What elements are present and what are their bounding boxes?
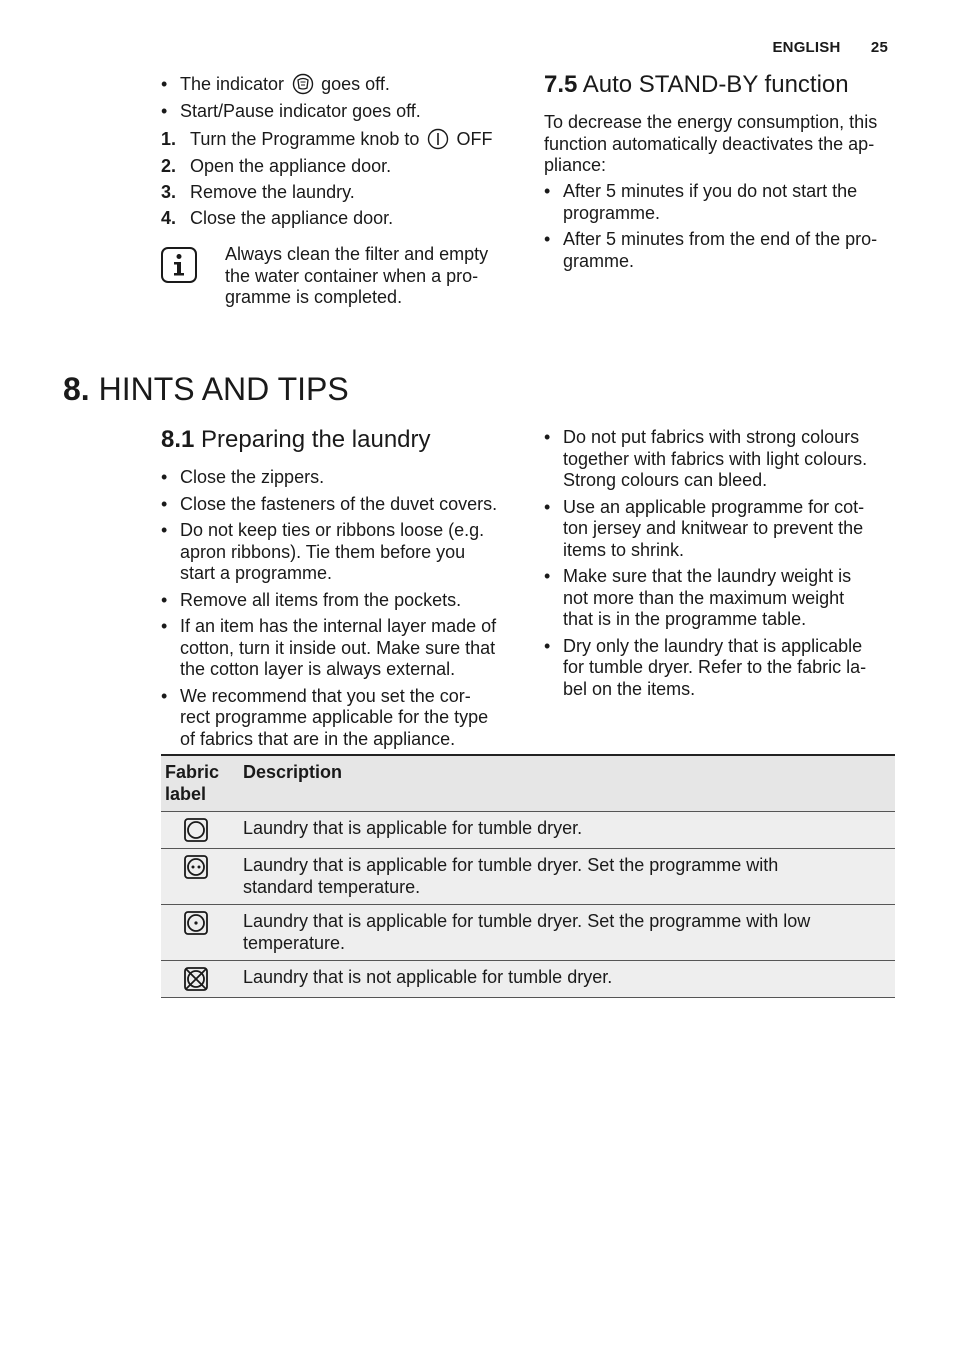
tumble-dry-low-heat-icon [184,911,208,935]
bullet: • [161,74,168,94]
bullet: • [161,100,168,121]
list-item: • After 5 minutes from the end of the pro- gramme. [544,229,878,271]
list-item: • Remove all items from the pockets. [161,589,462,610]
list-item: • The indicator goes off. [161,74,390,94]
section-7-5-bullets [544,181,904,272]
list-item: • Make sure that the laundry weight is not more than the maximum weight that is in the programme table. [544,566,852,629]
header-language: ENGLISH [772,39,841,56]
step-item: 3. Remove the laundry. [161,181,355,202]
preparing-left-list [161,467,526,750]
section-8-1-heading: 8.1 Preparing the laundry [161,426,431,453]
step-item: 4. Close the appliance door. [161,207,394,228]
list-item: • We recommend that you set the cor- rect programme applicable for the type of fabrics that are in the appliance. [161,685,489,749]
list-item: • If an item has the internal layer made of cotton, turn it inside out. Make sure that the cotton layer is always external. [161,616,497,679]
list-item: • Use an applicable programme for cot- ton jersey and knitwear to prevent the items to shrink. [544,496,865,560]
list-item: • Close the zippers. [161,467,325,487]
bullet: • [544,229,551,249]
list-item: • After 5 minutes if you do not start the programme. [544,181,858,223]
list-item: • Do not put fabrics with strong colours together with fabrics with light colours. Strong colours can bleed. [544,427,868,490]
table-row: Laundry that is applicable for tumble dryer. [161,812,895,849]
page-header [772,39,888,56]
list-item: • Dry only the laundry that is applicable for tumble dryer. Refer to the fabric la- bel on the items. [544,635,867,699]
list-item: • Close the fasteners of the duvet covers. [161,493,498,514]
tumble-dry-normal-heat-icon [184,855,208,879]
table-row: Laundry that is applicable for tumble dryer. Set the programme with standard temperature. [161,849,895,905]
tumble-dry-icon [184,818,208,842]
step-item: 1. Turn the Programme knob to OFF [161,129,493,149]
section-8-heading: 8. HINTS AND TIPS [63,371,349,407]
section-7-5-intro: To decrease the energy consumption, this function automatically deactivates the ap- pliance: [544,112,878,175]
table-row: Laundry that is applicable for tumble dryer. Set the programme with low temperature. [161,905,895,961]
power-off-icon [427,128,449,150]
dryer-indicator-icon [292,73,314,95]
list-item: • Start/Pause indicator goes off. [161,100,421,121]
page-number: 25 [870,39,888,56]
completion-steps [161,74,521,229]
column-header-description: Description [239,755,895,812]
bullet: • [544,181,551,201]
info-note-text: Always clean the filter and empty the water container when a pro- gramme is completed. [225,244,489,307]
step-item: 2. Open the appliance door. [161,155,392,176]
table-header-row [161,755,895,812]
do-not-tumble-dry-icon [184,967,208,991]
table-row: Laundry that is not applicable for tumble dryer. [161,961,895,998]
info-icon [161,247,197,283]
fabric-label-table [161,754,895,998]
section-7-5-heading: 7.5 Auto STAND-BY function [544,71,849,98]
preparing-right-list [544,427,909,700]
column-header-fabric-label: Fabric label [161,755,239,812]
list-item: • Do not keep ties or ribbons loose (e.g. apron ribbons). Tie them before you start a programme. [161,520,485,583]
